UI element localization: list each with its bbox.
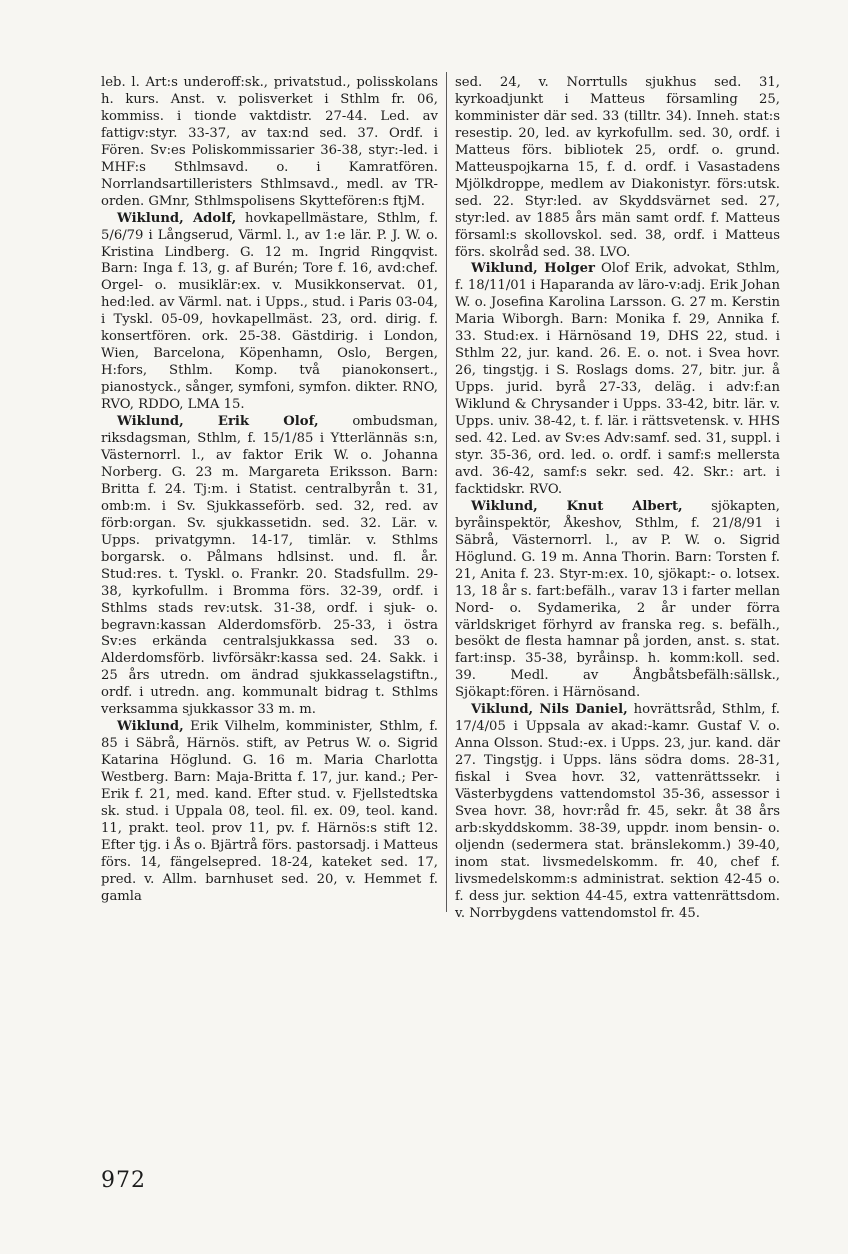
entry-wiklund-erik-vilhelm <box>101 719 438 905</box>
entry-text: sed. 24, v. Norrtulls sjukhus sed. 31, kyrkoadjunkt i Matteus församling 25, komminister där sed. 33 (tilltr. 34). Inneh. stat:s resestip. 20, led. av kyrkofullm. sed. 30, ordf. i Matteus förs. bibliotek 25, ordf. o. grund. Matteuspojkarna 15, f. d. ordf. i Vasastadens Mjölkdroppe, medlem av Diakonistyr. förs:utsk. sed. 22. Styr:led. av Skyddsvärnet sed. 27, styr:led. av 1885 års män samt ordf. f. Matteus församl:s skollovskol. sed. 38, ordf. i Matteus förs. skolråd sed. 38. LVO. <box>455 75 780 260</box>
entry-continuation <box>101 75 438 211</box>
column-divider <box>446 72 447 912</box>
page-number: 972 <box>101 1168 146 1193</box>
entry-text: hovkapellmästare, Sthlm, f. 5/6/79 i Långserud, Värml. l., av 1:e lär. P. J. W. o. Kristina Lindberg. G. 12 m. Ingrid Ringqvist. Barn: Inga f. 13, g. af Burén; Tore f. 16, avd:chef. Orgel- o. musiklär:ex. v. Musikkonservat. 01, hed:led. av Värml. nat. i Upps., stud. i Paris 03-04, i Tyskl. 05-09, hovkapellmäst. 23, ord. dirig. f. konsertfören. ork. 25-38. Gästdirig. i London, Wien, Barcelona, Köpenhamn, Oslo, Bergen, H:fors, Sthlm. Komp. två pianokonsert., pianostyck., sånger, symfoni, symfon. dikter. RNO, RVO, RDDO, LMA 15. <box>101 210 439 413</box>
left-column <box>101 75 438 906</box>
entry-wiklund-erik-olof <box>101 414 438 719</box>
entry-continuation <box>455 75 780 261</box>
right-column <box>455 75 780 923</box>
entry-headword: Wiklund, Holger <box>471 261 595 277</box>
entry-wiklund-holger <box>455 261 780 498</box>
entry-viklund-nils-daniel <box>455 702 780 922</box>
entry-headword: Wiklund, <box>117 719 184 735</box>
entry-text: sjökapten, byråinspektör, Åkeshov, Sthlm, f. 21/8/91 i Säbrå, Västernorrl. l., av P. W. o. Sigrid Höglund. G. 19 m. Anna Thorin. Barn: Torsten f. 21, Anita f. 23. Styr-m:ex. 10, sjökapt:- o. lotsex. 13, 18 år s. fart:befälh., varav 13 i farter mellan Nord- o. Sydamerika, 2 år under förra världskriget förhyrd av franska reg. s. befälh., besökt de flesta hamnar på jorden, anst. s. stat. fart:insp. 35-38, byråinsp. h. komm:koll. sed. 39. Medl. av Ångbåtsbefälh:sällsk., Sjökapt:fören. i Härnösand. <box>455 498 780 701</box>
entry-text: Erik Vilhelm, komminister, Sthlm, f. 85 i Säbrå, Härnös. stift, av Petrus W. o. Sigrid Katarina Höglund. G. 16 m. Maria Charlotta Westberg. Barn: Maja-Britta f. 17, jur. kand.; Per-Erik f. 21, med. kand. Efter stud. v. Fjellstedtska sk. stud. i Uppala 08, teol. fil. ex. 09, teol. kand. 11, prakt. teol. prov 11, pv. f. Härnös:s stift 12. Efter tjg. i Ås o. Bjärtrå förs. pastorsadj. i Matteus förs. 14, fängelsepred. 18-24, kateket sed. 17, pred. v. Allm. barnhuset sed. 20, v. Hemmet f. gamla <box>101 719 438 904</box>
entry-text: leb. l. Art:s underoff:sk., privatstud., polisskolans h. kurs. Anst. v. polisverket i Sthlm fr. 06, kommiss. i tionde vaktdistr. 27-44. Led. av fattigv:styr. 33-37, av tax:nd sed. 37. Ordf. i Fören. Sv:es Poliskommissarier 36-38, styr:-led. i MHF:s Sthlmsavd. o. i Kamratfören. Norrlandsartilleristers Sthlmsavd., medl. av TR-orden. GMnr, Sthlmspolisens Skyttefören:s ftjM. <box>101 75 438 209</box>
entry-headword: Wiklund, Erik Olof, <box>117 414 319 430</box>
entry-headword: Wiklund, Adolf, <box>117 210 237 226</box>
entry-text: ombudsman, riksdagsman, Sthlm, f. 15/1/85 i Ytterlännäs s:n, Västernorrl. l., av faktor Erik W. o. Johanna Norberg. G. 23 m. Margareta Eriksson. Barn: Britta f. 24. Tj:m. i Statist. centralbyrån t. 31, omb:m. i Sv. Sjukkasseförb. sed. 32, red. av förb:organ. Sv. sjukkassetidn. sed. 32. Lär. v. Upps. privatgymn. 14-17, timlär. v. Sthlms borgarsk. o. Pålmans hdlsinst. und. fl. år. Stud:res. t. Tyskl. o. Frankr. 20. Stadsfullm. 29-38, kyrkofullm. i Bromma förs. 32-39, ordf. i Sthlms stads rev:utsk. 31-38, ordf. i sjuk- o. begravn:kassan Alderdomsförb. 25-33, i östra Sv:es erkända centralsjukkassa sed. 33 o. Alderdomsförb. livförsäkr:kassa sed. 24. Sakk. i 25 års utredn. om ändrad sjukkasselagstiftn., ordf. i utredn. ang. kommunalt bidrag t. Sthlms verksamma sjukkassor 33 m. m. <box>101 414 438 718</box>
entry-wiklund-knut-albert <box>455 499 780 702</box>
entry-headword: Viklund, Nils Daniel, <box>471 702 628 718</box>
entry-headword: Wiklund, Knut Albert, <box>471 498 683 514</box>
entry-text: Olof Erik, advokat, Sthlm, f. 18/11/01 i Haparanda av läro-v:adj. Erik Johan W. o. Josefina Karolina Larsson. G. 27 m. Kerstin Maria Wiborgh. Barn: Monika f. 29, Annika f. 33. Stud:ex. i Härnösand 19, DHS 22, stud. i Sthlm 22, jur. kand. 26. E. o. not. i Svea hovr. 26, tingstjg. i S. Roslags doms. 27, bitr. jur. å Upps. jurid. byrå 27-33, deläg. i adv:f:an Wiklund & Chrysander i Upps. 33-42, bitr. lär. v. Upps. univ. 38-42, t. f. lär. i rättsvetensk. v. HHS sed. 42. Led. av Sv:es Adv:samf. sed. 31, suppl. i styr. 35-36, ord. led. o. ordf. i samf:s mellersta avd. 36-42, samf:s sekr. sed. 42. Skr.: art. i facktidskr. RVO. <box>455 261 780 497</box>
entry-text: hovrättsråd, Sthlm, f. 17/4/05 i Uppsala av akad:-kamr. Gustaf V. o. Anna Olsson. Stud:-ex. i Upps. 23, jur. kand. där 27. Tingstjg. i Upps. läns södra doms. 28-31, fiskal i Svea hovr. 32, vattenrättssekr. i Västerbygdens vattendomstol 35-36, assessor i Svea hovr. 38, hovr:råd fr. 45, sekr. åt 38 års arb:skyddskomm. 38-39, uppdr. inom bensin- o. oljendn (sedermera stat. bränslekomm.) 39-40, inom stat. livsmedelskomm. fr. 40, chef f. livsmedelskomm:s administrat. sektion 42-45 o. f. dess jur. sektion 44-45, extra vattenrättsdom. v. Norrbygdens vattendomstol fr. 45. <box>455 702 780 921</box>
entry-wiklund-adolf <box>101 211 438 414</box>
